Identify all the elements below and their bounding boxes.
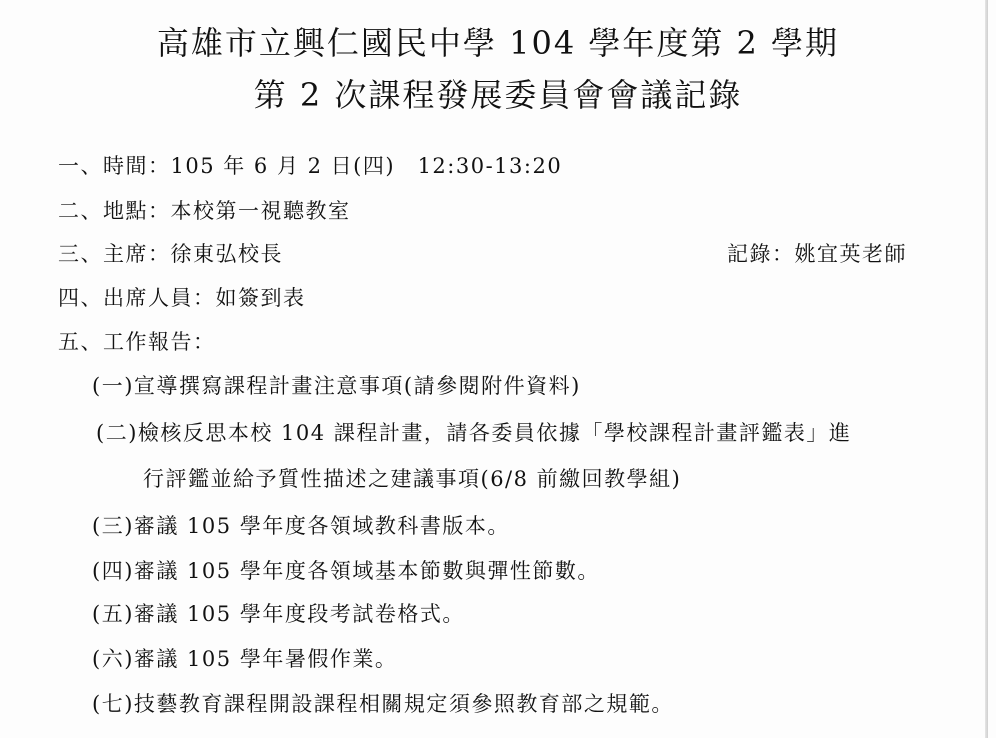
report-item-1: (一)宣導撰寫課程計畫注意事項(請參閱附件資料)	[92, 374, 581, 398]
document-title-line-2: 第 2 次課程發展委員會會議記錄	[253, 76, 743, 114]
report-item-2-continued: 行評鑑並給予質性描述之建議事項(6/8 前繳回教學組)	[143, 467, 682, 491]
work-report-heading: 五、工作報告：	[58, 330, 216, 354]
meeting-place: 二、地點：本校第一視聽教室	[58, 199, 351, 223]
report-item-7: (七)技藝教育課程開設課程相關規定須參照教育部之規範。	[92, 692, 674, 716]
report-item-2: (二)檢核反思本校 104 課程計畫，請各委員依據「學校課程計畫評鑑表」進	[96, 421, 852, 445]
meeting-recorder: 記錄：姚宜英老師	[727, 242, 907, 266]
report-item-6: (六)審議 105 學年暑假作業。	[92, 647, 398, 671]
report-item-4: (四)審議 105 學年度各領域基本節數與彈性節數。	[92, 559, 600, 583]
meeting-chair: 三、主席：徐東弘校長	[58, 242, 283, 266]
document-title-line-1: 高雄市立興仁國民中學 104 學年度第 2 學期	[156, 24, 840, 62]
scan-page-edge	[985, 0, 988, 738]
meeting-attendees: 四、出席人員：如簽到表	[58, 286, 306, 310]
report-item-5: (五)審議 105 學年度段考試卷格式。	[92, 602, 465, 626]
meeting-time: 一、時間：105 年 6 月 2 日(四) 12:30-13:20	[58, 154, 563, 178]
report-item-3: (三)審議 105 學年度各領域教科書版本。	[92, 514, 510, 538]
